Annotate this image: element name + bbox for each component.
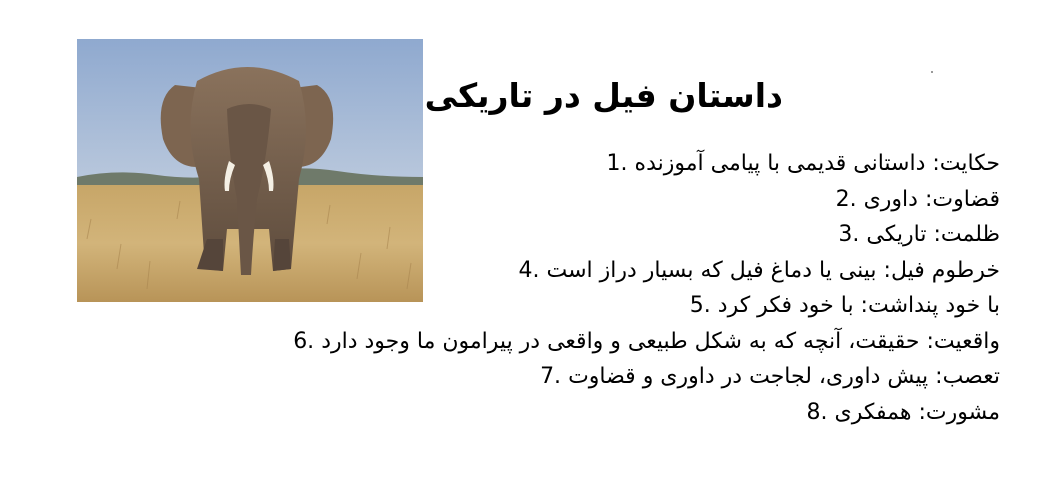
list-item: 4. خرطوم فیل: بینی یا دماغ فیل که بسیار دراز است (518, 257, 1000, 283)
list-item: 3. ظلمت: تاریکی (838, 222, 1000, 247)
list-item: 5. با خود پنداشت: با خود فکر کرد (689, 293, 1000, 318)
list-item: 1. حکایت: داستانی قدیمی با پیامی آموزنده (606, 151, 1000, 176)
list-item: 2. قضاوت: داوری (835, 186, 1000, 212)
list-item: 7. تعصب: پیش داوری، لجاجت در داوری و قضاوت (540, 364, 1000, 389)
list-item: 6. واقعیت: حقیقت، آنچه که به شکل طبیعی و واقعی در پیرامون ما وجود دارد (293, 328, 1000, 354)
list-item: 8. مشورت: همفکری (806, 399, 1000, 425)
page-title: داستان فیل در تاریکی (424, 76, 783, 115)
stray-dot (931, 71, 933, 73)
vocabulary-list (240, 146, 1000, 430)
